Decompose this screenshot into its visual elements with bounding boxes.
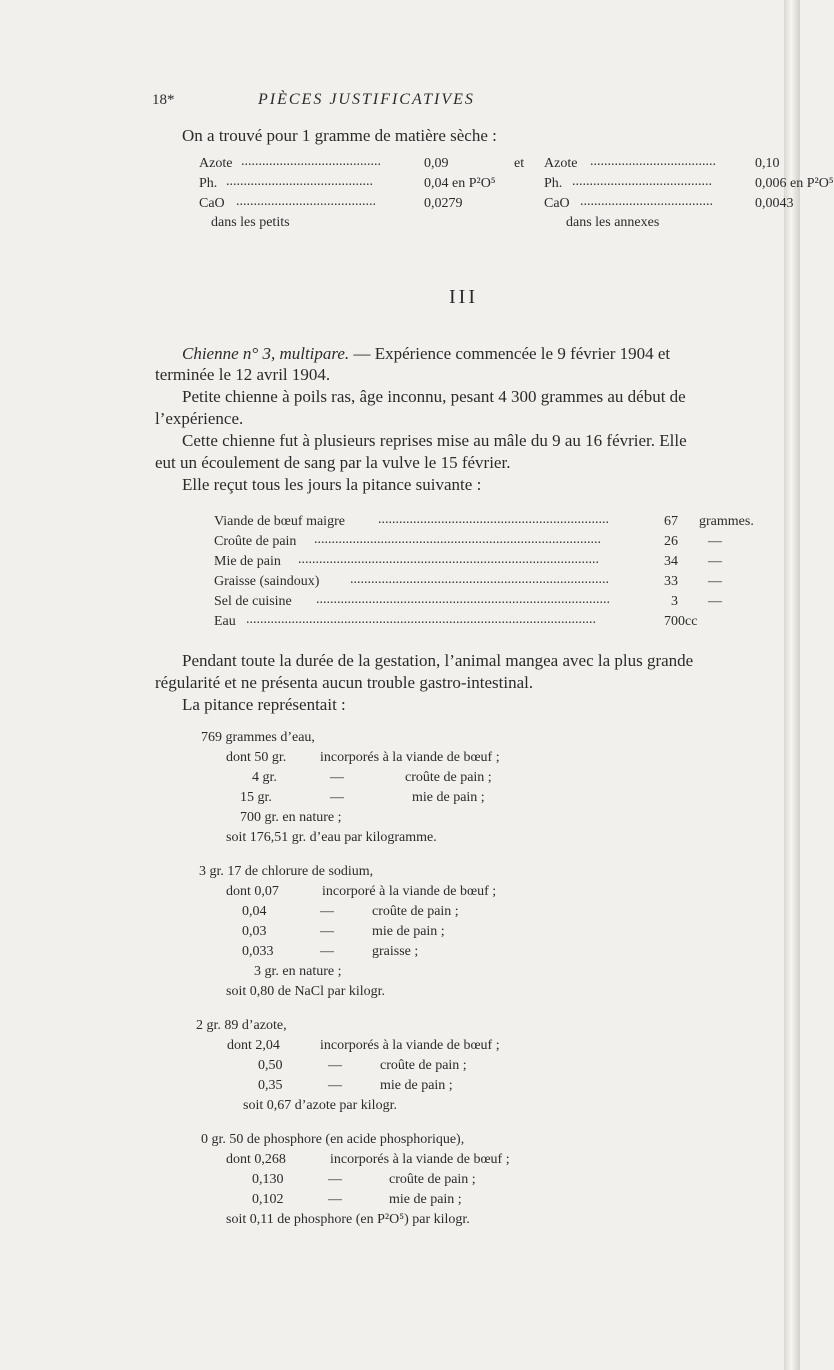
dot-leader: .......................................................................... [350, 572, 609, 587]
salt-line-b: — [320, 944, 334, 959]
dot-leader: .......................................... [226, 174, 373, 189]
phosphorus-line-a: dont 0,268 [226, 1152, 286, 1167]
dot-leader: ........................................ [241, 154, 381, 169]
experiment-line: terminée le 12 avril 1904. [155, 365, 331, 384]
ration-unit: — [708, 574, 722, 589]
salt-line-a: 0,04 [242, 904, 267, 919]
ration-item: Mie de pain [214, 554, 281, 569]
left-value: 0,04 en P²O⁵ [424, 176, 496, 191]
phosphorus-line-a: 0,130 [252, 1172, 284, 1187]
salt-line-a: 3 gr. en nature ; [254, 964, 342, 979]
salt-total: 3 gr. 17 de chlorure de sodium, [199, 864, 374, 879]
left-label: Azote [199, 156, 233, 171]
phosphorus-line-c: croûte de pain ; [389, 1172, 476, 1187]
ration-qty: 67 [664, 514, 678, 529]
ration-qty: 3 [671, 594, 678, 609]
ration-qty: 34 [664, 554, 678, 569]
salt-line-a: 0,03 [242, 924, 267, 939]
left-label: CaO [199, 196, 225, 211]
phosphorus-line-b: — [328, 1172, 342, 1187]
water-per-kilo: soit 176,51 gr. d’eau par kilogramme. [226, 830, 437, 845]
water-line-c: croûte de pain ; [405, 770, 492, 785]
phosphorus-line-a: 0,102 [252, 1192, 284, 1207]
ration-item: Eau [214, 614, 236, 629]
water-line-a: dont 50 gr. [226, 750, 287, 765]
dot-leader: .................................... [590, 154, 716, 169]
experiment-dates: — Expérience commencée le 9 février 1904 et [353, 344, 671, 363]
nitrogen-line-b: incorporés à la viande de bœuf ; [320, 1038, 500, 1053]
water-line-b: — [330, 770, 344, 785]
nitrogen-line-a: dont 2,04 [227, 1038, 280, 1053]
dot-leader: .................................................................. [378, 512, 609, 527]
phosphorus-total: 0 gr. 50 de phosphore (en acide phosphorique), [201, 1132, 465, 1147]
salt-line-b: incorporé à la viande de bœuf ; [322, 884, 497, 899]
water-line-a: 4 gr. [252, 770, 277, 785]
ration-item: Sel de cuisine [214, 594, 292, 609]
ration-qty: 26 [664, 534, 678, 549]
salt-line-b: — [320, 904, 334, 919]
nitrogen-line-a: 0,50 [258, 1058, 283, 1073]
connector-word: et [514, 156, 525, 171]
experiment-line: eut un écoulement de sang par la vulve le 15 février. [155, 453, 511, 472]
right-value: 0,10 [755, 156, 780, 171]
dot-leader: ...................................................................................... [298, 552, 599, 567]
right-caption: dans les annexes [566, 215, 660, 230]
salt-line-c: croûte de pain ; [372, 904, 459, 919]
nitrogen-per-kilo: soit 0,67 d’azote par kilogr. [243, 1098, 397, 1113]
page-number: 18* [152, 92, 175, 108]
section-number: III [449, 286, 478, 308]
nitrogen-line-b: — [328, 1078, 342, 1093]
left-label: Ph. [199, 176, 218, 191]
ration-unit: — [708, 554, 722, 569]
experiment-line: l’expérience. [155, 409, 244, 428]
dot-leader: .................................................................................. [314, 532, 601, 547]
phosphorus-line-b: — [328, 1192, 342, 1207]
right-label: Ph. [544, 176, 563, 191]
dot-leader: ........................................ [236, 194, 376, 209]
running-title: PIÈCES JUSTIFICATIVES [258, 91, 475, 108]
experiment-title-line [182, 343, 670, 365]
nitrogen-line-c: croûte de pain ; [380, 1058, 467, 1073]
ration-qty: 33 [664, 574, 678, 589]
ration-unit: — [708, 594, 722, 609]
salt-per-kilo: soit 0,80 de NaCl par kilogr. [226, 984, 386, 999]
ration-qty: 700cc [664, 614, 698, 629]
nitrogen-line-c: mie de pain ; [380, 1078, 453, 1093]
water-total: 769 grammes d’eau, [201, 730, 315, 745]
salt-line-b: — [320, 924, 334, 939]
right-value: 0,0043 [755, 196, 794, 211]
right-label: Azote [544, 156, 578, 171]
experiment-line: Elle reçut tous les jours la pitance suivante : [182, 475, 482, 494]
dot-leader: ...................................... [580, 194, 713, 209]
dot-leader: .................................................................................... [316, 592, 610, 607]
salt-line-c: graisse ; [372, 944, 419, 959]
right-label: CaO [544, 196, 570, 211]
salt-line-a: 0,033 [242, 944, 274, 959]
gestation-line: Pendant toute la durée de la gestation, l’animal mangea avec la plus grande [182, 651, 694, 670]
experiment-line: Cette chienne fut à plusieurs reprises mise au mâle du 9 au 16 février. Elle [182, 431, 687, 450]
ration-item: Viande de bœuf maigre [214, 514, 345, 529]
nitrogen-total: 2 gr. 89 d’azote, [196, 1018, 287, 1033]
right-value: 0,006 en P²O⁵ [755, 176, 834, 191]
water-line-c: mie de pain ; [412, 790, 485, 805]
phosphorus-line-b: incorporés à la viande de bœuf ; [330, 1152, 510, 1167]
left-value: 0,09 [424, 156, 449, 171]
water-line-a: 700 gr. en nature ; [240, 810, 342, 825]
water-line-a: 15 gr. [240, 790, 272, 805]
water-line-b: — [330, 790, 344, 805]
nitrogen-line-a: 0,35 [258, 1078, 283, 1093]
ration-item: Croûte de pain [214, 534, 297, 549]
dot-leader: ........................................ [572, 174, 712, 189]
phosphorus-line-c: mie de pain ; [389, 1192, 462, 1207]
ration-unit: — [708, 534, 722, 549]
intro-line: On a trouvé pour 1 gramme de matière sèche : [182, 126, 497, 145]
salt-line-c: mie de pain ; [372, 924, 445, 939]
experiment-title: Chienne n° 3, multipare. [182, 344, 350, 363]
ration-unit: grammes. [699, 514, 754, 529]
phosphorus-per-kilo: soit 0,11 de phosphore (en P²O⁵) par kilogr. [226, 1212, 470, 1227]
ration-item: Graisse (saindoux) [214, 574, 320, 589]
gestation-line: La pitance représentait : [182, 695, 346, 714]
nitrogen-line-b: — [328, 1058, 342, 1073]
gestation-line: régularité et ne présenta aucun trouble gastro-intestinal. [155, 673, 534, 692]
dot-leader: .................................................................................................... [246, 612, 596, 627]
water-line-b: incorporés à la viande de bœuf ; [320, 750, 500, 765]
salt-line-a: dont 0,07 [226, 884, 279, 899]
left-caption: dans les petits [211, 215, 290, 230]
experiment-line: Petite chienne à poils ras, âge inconnu, pesant 4 300 grammes au début de [182, 387, 686, 406]
left-value: 0,0279 [424, 196, 463, 211]
